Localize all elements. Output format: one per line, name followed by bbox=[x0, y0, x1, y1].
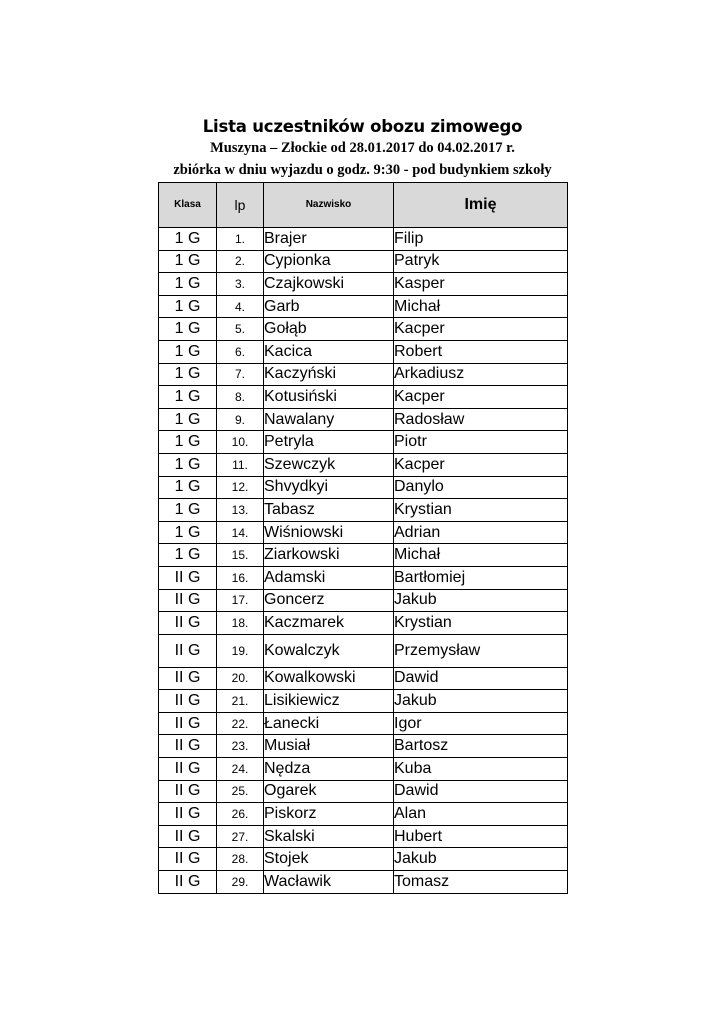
cell-lp: 8. bbox=[217, 386, 264, 409]
cell-klasa: 1 G bbox=[159, 363, 217, 386]
table-row bbox=[159, 499, 568, 522]
cell-nazwisko: Garb bbox=[264, 295, 394, 318]
table-row bbox=[159, 871, 568, 894]
table-body bbox=[159, 228, 568, 894]
cell-nazwisko: Brajer bbox=[264, 228, 394, 251]
cell-klasa: 1 G bbox=[159, 476, 217, 499]
cell-nazwisko: Ogarek bbox=[264, 780, 394, 803]
table-row bbox=[159, 453, 568, 476]
cell-nazwisko: Goncerz bbox=[264, 589, 394, 612]
cell-imie: Igor bbox=[394, 712, 568, 735]
table-row bbox=[159, 803, 568, 826]
table-row bbox=[159, 735, 568, 758]
cell-lp: 5. bbox=[217, 318, 264, 341]
cell-klasa: II G bbox=[159, 735, 217, 758]
cell-klasa: II G bbox=[159, 667, 217, 690]
cell-nazwisko: Kowalkowski bbox=[264, 667, 394, 690]
cell-lp: 19. bbox=[217, 634, 264, 667]
cell-lp: 22. bbox=[217, 712, 264, 735]
cell-imie: Kacper bbox=[394, 318, 568, 341]
cell-imie: Piotr bbox=[394, 431, 568, 454]
cell-klasa: 1 G bbox=[159, 453, 217, 476]
table-row bbox=[159, 848, 568, 871]
cell-klasa: II G bbox=[159, 712, 217, 735]
cell-nazwisko: Skalski bbox=[264, 825, 394, 848]
column-header-lp: lp bbox=[217, 183, 264, 228]
cell-imie: Bartosz bbox=[394, 735, 568, 758]
cell-lp: 4. bbox=[217, 295, 264, 318]
cell-nazwisko: Lisikiewicz bbox=[264, 690, 394, 713]
cell-imie: Jakub bbox=[394, 589, 568, 612]
cell-nazwisko: Tabasz bbox=[264, 499, 394, 522]
cell-lp: 2. bbox=[217, 250, 264, 273]
table-row bbox=[159, 612, 568, 635]
cell-klasa: II G bbox=[159, 758, 217, 781]
cell-imie: Arkadiusz bbox=[394, 363, 568, 386]
cell-imie: Krystian bbox=[394, 612, 568, 635]
cell-imie: Tomasz bbox=[394, 871, 568, 894]
table-row bbox=[159, 667, 568, 690]
cell-imie: Hubert bbox=[394, 825, 568, 848]
cell-klasa: 1 G bbox=[159, 499, 217, 522]
cell-klasa: II G bbox=[159, 690, 217, 713]
cell-nazwisko: Wiśniowski bbox=[264, 521, 394, 544]
cell-lp: 7. bbox=[217, 363, 264, 386]
document-title: Lista uczestników obozu zimowego bbox=[202, 117, 523, 136]
cell-nazwisko: Kacica bbox=[264, 340, 394, 363]
cell-lp: 14. bbox=[217, 521, 264, 544]
table-header bbox=[159, 183, 568, 228]
table-row bbox=[159, 295, 568, 318]
cell-klasa: II G bbox=[159, 825, 217, 848]
cell-klasa: 1 G bbox=[159, 431, 217, 454]
cell-klasa: 1 G bbox=[159, 521, 217, 544]
table-row bbox=[159, 408, 568, 431]
cell-imie: Michał bbox=[394, 544, 568, 567]
table-row bbox=[159, 228, 568, 251]
cell-klasa: II G bbox=[159, 871, 217, 894]
cell-nazwisko: Cypionka bbox=[264, 250, 394, 273]
cell-klasa: II G bbox=[159, 566, 217, 589]
cell-nazwisko: Łanecki bbox=[264, 712, 394, 735]
column-header-imie: Imię bbox=[394, 183, 568, 228]
cell-nazwisko: Szewczyk bbox=[264, 453, 394, 476]
cell-imie: Patryk bbox=[394, 250, 568, 273]
cell-klasa: 1 G bbox=[159, 228, 217, 251]
table-row bbox=[159, 634, 568, 667]
cell-lp: 25. bbox=[217, 780, 264, 803]
cell-nazwisko: Kotusiński bbox=[264, 386, 394, 409]
cell-lp: 24. bbox=[217, 758, 264, 781]
table-row bbox=[159, 566, 568, 589]
cell-imie: Krystian bbox=[394, 499, 568, 522]
cell-lp: 10. bbox=[217, 431, 264, 454]
cell-imie: Kasper bbox=[394, 273, 568, 296]
cell-lp: 1. bbox=[217, 228, 264, 251]
cell-klasa: II G bbox=[159, 612, 217, 635]
cell-nazwisko: Petryla bbox=[264, 431, 394, 454]
cell-klasa: 1 G bbox=[159, 544, 217, 567]
cell-nazwisko: Ziarkowski bbox=[264, 544, 394, 567]
cell-imie: Danylo bbox=[394, 476, 568, 499]
cell-lp: 21. bbox=[217, 690, 264, 713]
cell-klasa: II G bbox=[159, 589, 217, 612]
column-header-nazwisko: Nazwisko bbox=[264, 183, 394, 228]
table-row bbox=[159, 318, 568, 341]
cell-nazwisko: Adamski bbox=[264, 566, 394, 589]
cell-nazwisko: Kowalczyk bbox=[264, 634, 394, 667]
cell-nazwisko: Stojek bbox=[264, 848, 394, 871]
cell-lp: 12. bbox=[217, 476, 264, 499]
cell-klasa: 1 G bbox=[159, 340, 217, 363]
cell-imie: Alan bbox=[394, 803, 568, 826]
cell-lp: 18. bbox=[217, 612, 264, 635]
cell-klasa: II G bbox=[159, 848, 217, 871]
table-row bbox=[159, 690, 568, 713]
cell-nazwisko: Czajkowski bbox=[264, 273, 394, 296]
cell-imie: Michał bbox=[394, 295, 568, 318]
cell-klasa: 1 G bbox=[159, 408, 217, 431]
table-row bbox=[159, 431, 568, 454]
cell-klasa: II G bbox=[159, 780, 217, 803]
table-row bbox=[159, 273, 568, 296]
cell-lp: 20. bbox=[217, 667, 264, 690]
cell-lp: 23. bbox=[217, 735, 264, 758]
participants-table bbox=[158, 182, 568, 894]
cell-nazwisko: Nędza bbox=[264, 758, 394, 781]
cell-nazwisko: Nawalany bbox=[264, 408, 394, 431]
table-row bbox=[159, 340, 568, 363]
cell-lp: 11. bbox=[217, 453, 264, 476]
cell-imie: Kacper bbox=[394, 386, 568, 409]
cell-klasa: 1 G bbox=[159, 273, 217, 296]
cell-klasa: II G bbox=[159, 634, 217, 667]
cell-imie: Bartłomiej bbox=[394, 566, 568, 589]
cell-klasa: 1 G bbox=[159, 250, 217, 273]
cell-lp: 29. bbox=[217, 871, 264, 894]
cell-imie: Dawid bbox=[394, 780, 568, 803]
cell-klasa: 1 G bbox=[159, 318, 217, 341]
cell-lp: 16. bbox=[217, 566, 264, 589]
table-row bbox=[159, 363, 568, 386]
cell-nazwisko: Shvydkyi bbox=[264, 476, 394, 499]
table-row bbox=[159, 712, 568, 735]
table-header-row bbox=[159, 183, 568, 228]
cell-lp: 9. bbox=[217, 408, 264, 431]
cell-nazwisko: Kaczmarek bbox=[264, 612, 394, 635]
table-row bbox=[159, 780, 568, 803]
cell-imie: Filip bbox=[394, 228, 568, 251]
cell-klasa: II G bbox=[159, 803, 217, 826]
cell-lp: 15. bbox=[217, 544, 264, 567]
cell-imie: Robert bbox=[394, 340, 568, 363]
cell-lp: 17. bbox=[217, 589, 264, 612]
cell-lp: 27. bbox=[217, 825, 264, 848]
cell-imie: Jakub bbox=[394, 690, 568, 713]
cell-lp: 28. bbox=[217, 848, 264, 871]
table-row bbox=[159, 476, 568, 499]
table-row bbox=[159, 589, 568, 612]
table-row bbox=[159, 250, 568, 273]
cell-lp: 6. bbox=[217, 340, 264, 363]
cell-nazwisko: Gołąb bbox=[264, 318, 394, 341]
table-row bbox=[159, 386, 568, 409]
column-header-klasa: Klasa bbox=[159, 183, 217, 228]
cell-imie: Jakub bbox=[394, 848, 568, 871]
table-row bbox=[159, 521, 568, 544]
cell-klasa: 1 G bbox=[159, 386, 217, 409]
cell-imie: Kacper bbox=[394, 453, 568, 476]
cell-lp: 26. bbox=[217, 803, 264, 826]
cell-imie: Adrian bbox=[394, 521, 568, 544]
cell-nazwisko: Wacławik bbox=[264, 871, 394, 894]
cell-imie: Radosław bbox=[394, 408, 568, 431]
cell-lp: 3. bbox=[217, 273, 264, 296]
table-row bbox=[159, 758, 568, 781]
document-subtitle-dates: Muszyna – Złockie od 28.01.2017 do 04.02.2017 r. bbox=[210, 140, 515, 156]
cell-nazwisko: Piskorz bbox=[264, 803, 394, 826]
cell-nazwisko: Musiał bbox=[264, 735, 394, 758]
cell-nazwisko: Kaczyński bbox=[264, 363, 394, 386]
cell-lp: 13. bbox=[217, 499, 264, 522]
table-row bbox=[159, 825, 568, 848]
table-row bbox=[159, 544, 568, 567]
cell-imie: Kuba bbox=[394, 758, 568, 781]
document-subtitle-meeting: zbiórka w dniu wyjazdu o godz. 9:30 - pod budynkiem szkoły bbox=[173, 162, 552, 178]
cell-imie: Dawid bbox=[394, 667, 568, 690]
cell-imie: Przemysław bbox=[394, 634, 568, 667]
cell-klasa: 1 G bbox=[159, 295, 217, 318]
